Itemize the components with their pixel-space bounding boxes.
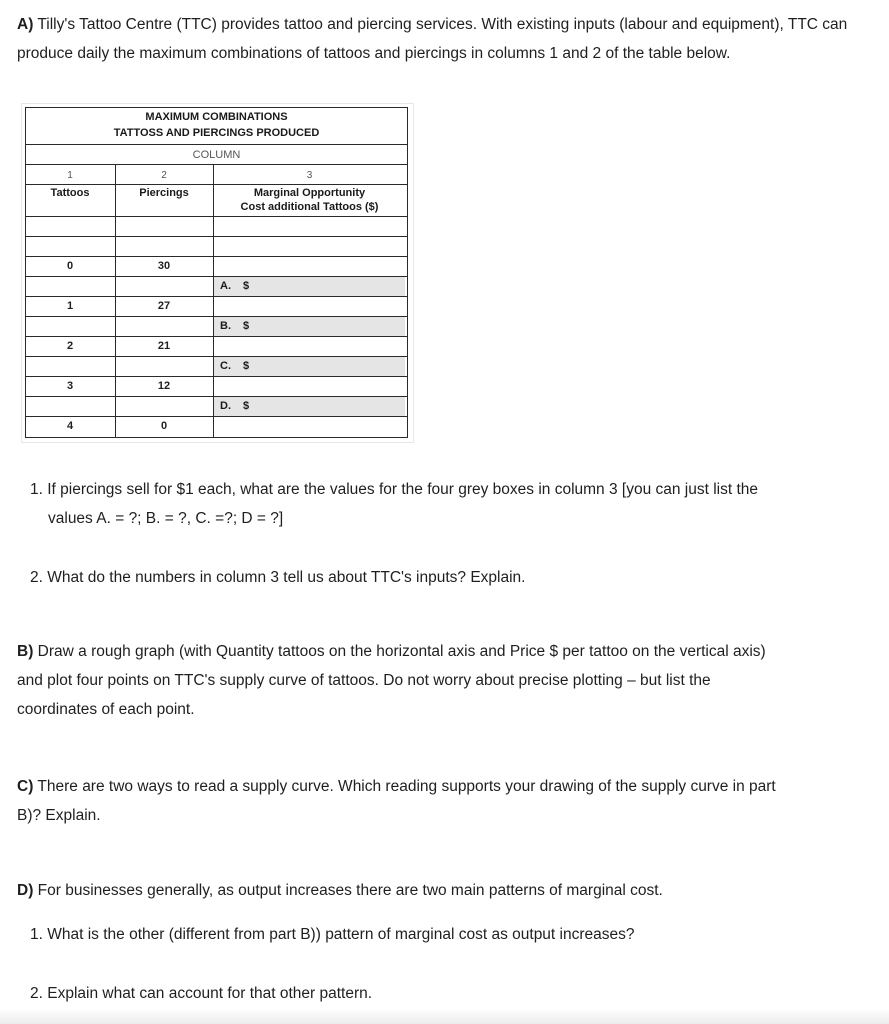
- bottom-fade: [0, 1008, 889, 1024]
- part-d: [17, 876, 867, 905]
- table-title-line1: MAXIMUM COMBINATIONS: [145, 111, 288, 123]
- part-b: [17, 637, 867, 724]
- part-b-line2: and plot four points on TTC's supply curve of tattoos. Do not worry about precise plotting – but list the: [17, 672, 711, 689]
- grey-label-c: C. $: [220, 360, 250, 372]
- part-c-line2: B)? Explain.: [17, 807, 101, 824]
- col-header-marginal-line1: Marginal Opportunity: [253, 187, 366, 199]
- grey-label-d: D. $: [220, 400, 250, 412]
- table-title-line2: TATTOSS AND PIERCINGS PRODUCED: [113, 127, 320, 139]
- part-c-line1: There are two ways to read a supply curve. Which reading supports your drawing of the supply curve in part: [37, 778, 776, 795]
- col-number-3: 3: [306, 170, 313, 181]
- part-c: [17, 772, 867, 830]
- row-4-tattoos: 4: [66, 420, 74, 432]
- question-d1: 1. What is the other (different from part B)) pattern of marginal cost as output increases?: [30, 926, 635, 943]
- col-header-piercings: Piercings: [139, 187, 189, 199]
- part-d-label: D): [17, 882, 34, 899]
- part-d-text: For businesses generally, as output increases there are two main patterns of marginal cost.: [37, 882, 663, 899]
- row-2-piercings: 21: [157, 340, 171, 352]
- col-number-2: 2: [161, 170, 167, 181]
- row-3-tattoos: 3: [66, 380, 74, 392]
- row-1-piercings: 27: [157, 300, 171, 312]
- row-4-piercings: 0: [160, 420, 168, 432]
- question-a1-line1: 1. If piercings sell for $1 each, what are the values for the four grey boxes in column 3 [you can just list the: [30, 481, 759, 498]
- part-a-label: A): [17, 16, 34, 33]
- grey-label-a: A. $: [220, 280, 250, 292]
- col-header-tattoos: Tattoos: [50, 187, 90, 199]
- row-3-piercings: 12: [157, 380, 171, 392]
- col-header-marginal-line2: Cost additional Tattoos ($): [240, 201, 379, 213]
- row-2-tattoos: 2: [66, 340, 74, 352]
- part-b-line3: coordinates of each point.: [17, 701, 195, 718]
- part-a-text: Tilly's Tattoo Centre (TTC) provides tattoo and piercing services. With existing inputs (labour and equipment), TTC can produce daily the maximum combinations of tattoos and piercings in columns 1 and 2 of the table below.: [17, 16, 848, 62]
- part-c-label: C): [17, 778, 34, 795]
- question-a1-line2: values A. = ?; B. = ?, C. =?; D = ?]: [48, 510, 284, 527]
- row-0-tattoos: 0: [66, 260, 74, 272]
- part-a-intro: [17, 10, 867, 68]
- combinations-table: [21, 103, 414, 443]
- question-a2: 2. What do the numbers in column 3 tell us about TTC's inputs? Explain.: [30, 569, 526, 586]
- grey-label-b: B. $: [220, 320, 250, 332]
- column-caption: COLUMN: [192, 149, 241, 161]
- row-1-tattoos: 1: [66, 300, 74, 312]
- row-0-piercings: 30: [157, 260, 171, 272]
- col-number-1: 1: [67, 170, 73, 181]
- part-b-label: B): [17, 643, 34, 660]
- question-d2: 2. Explain what can account for that other pattern.: [30, 985, 373, 1002]
- question-a1: [30, 475, 850, 533]
- part-b-line1: Draw a rough graph (with Quantity tattoos on the horizontal axis and Price $ per tattoo on the vertical axis): [37, 643, 766, 660]
